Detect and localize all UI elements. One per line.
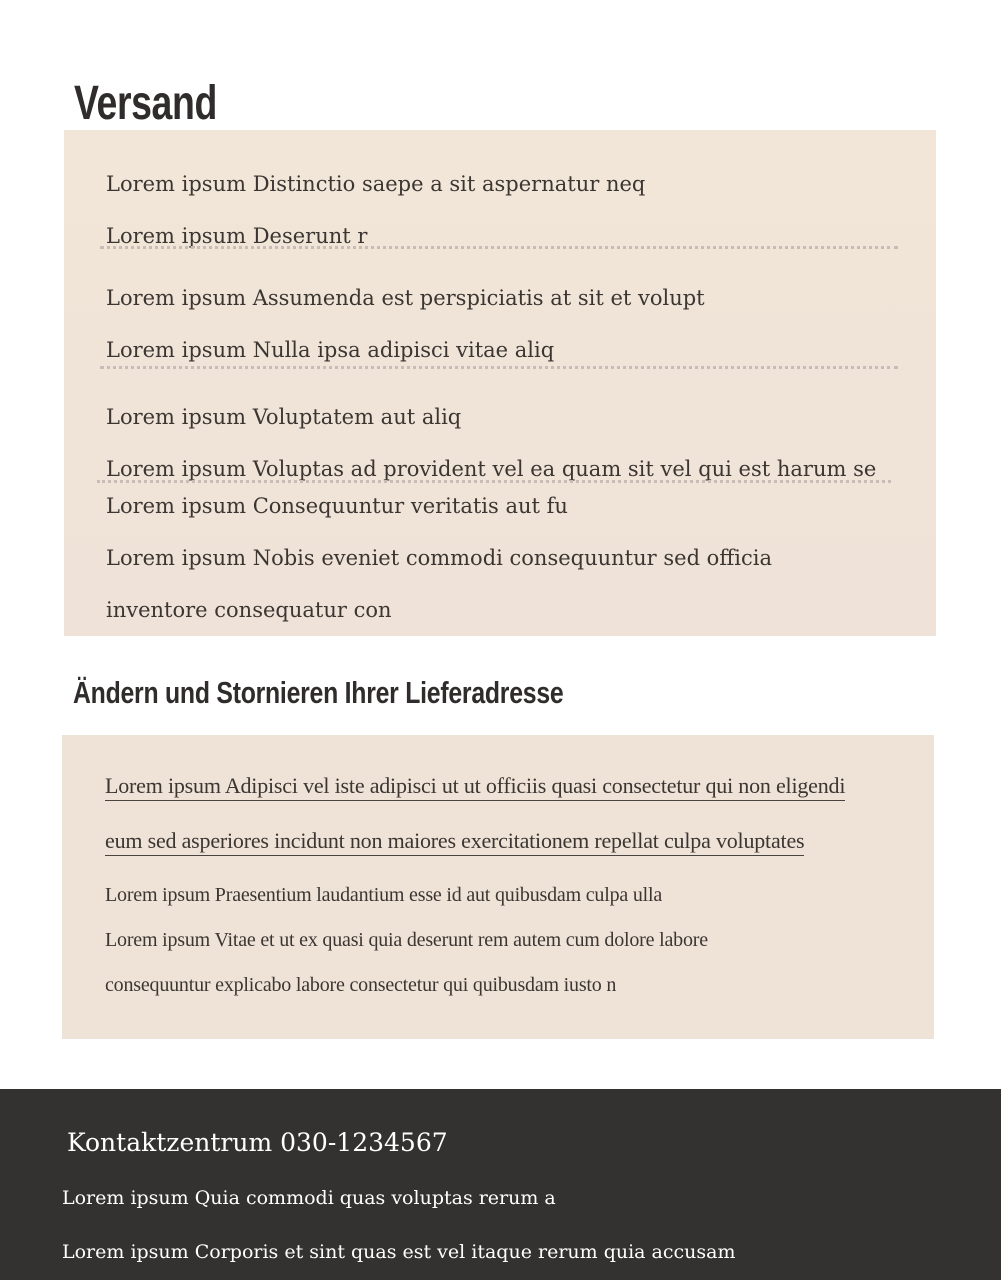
- shipping-text-line: inventore consequatur con: [106, 598, 392, 622]
- shipping-text-line: Lorem ipsum Assumenda est perspiciatis at sit et volupt: [106, 286, 705, 310]
- shipping-text-line: Lorem ipsum Voluptas ad provident vel ea quam sit vel qui est harum se: [106, 457, 877, 481]
- address-text-line: Lorem ipsum Praesentium laudantium esse id aut quibusdam culpa ulla: [105, 884, 663, 906]
- page-title: Versand: [74, 77, 217, 130]
- address-text-line: Lorem ipsum Vitae et ut ex quasi quia deserunt rem autem cum dolore labore: [105, 929, 708, 951]
- dotted-divider: [100, 366, 898, 369]
- shipping-text-line: Lorem ipsum Deserunt r: [106, 224, 368, 248]
- shipping-info-panel: [64, 130, 936, 636]
- address-info-panel: [62, 735, 934, 1039]
- shipping-text-line: Lorem ipsum Nobis eveniet commodi consequuntur sed officia: [106, 546, 772, 570]
- shipping-text-line: Lorem ipsum Nulla ipsa adipisci vitae aliq: [106, 338, 555, 362]
- dotted-divider: [100, 246, 898, 249]
- shipping-text-line: Lorem ipsum Voluptatem aut aliq: [106, 405, 462, 429]
- section-title-address: Ändern und Stornieren Ihrer Lieferadresse: [73, 675, 564, 710]
- dotted-divider: [97, 480, 891, 483]
- address-link-line[interactable]: Lorem ipsum Adipisci vel iste adipisci ut ut officiis quasi consectetur qui non eligendi: [105, 772, 845, 801]
- footer-text-line: Lorem ipsum Corporis et sint quas est vel itaque rerum quia accusam: [62, 1241, 736, 1263]
- footer-text-line: Lorem ipsum Quia commodi quas voluptas rerum a: [62, 1187, 556, 1209]
- contact-center-title: Kontaktzentrum 030-1234567: [67, 1128, 448, 1157]
- contact-footer: [0, 1089, 1001, 1280]
- address-text-line: consequuntur explicabo labore consectetur qui quibusdam iusto n: [105, 974, 617, 996]
- shipping-text-line: Lorem ipsum Consequuntur veritatis aut fu: [106, 494, 568, 518]
- address-link-line[interactable]: eum sed asperiores incidunt non maiores exercitationem repellat culpa voluptates: [105, 827, 804, 856]
- shipping-text-line: Lorem ipsum Distinctio saepe a sit aspernatur neq: [106, 172, 646, 196]
